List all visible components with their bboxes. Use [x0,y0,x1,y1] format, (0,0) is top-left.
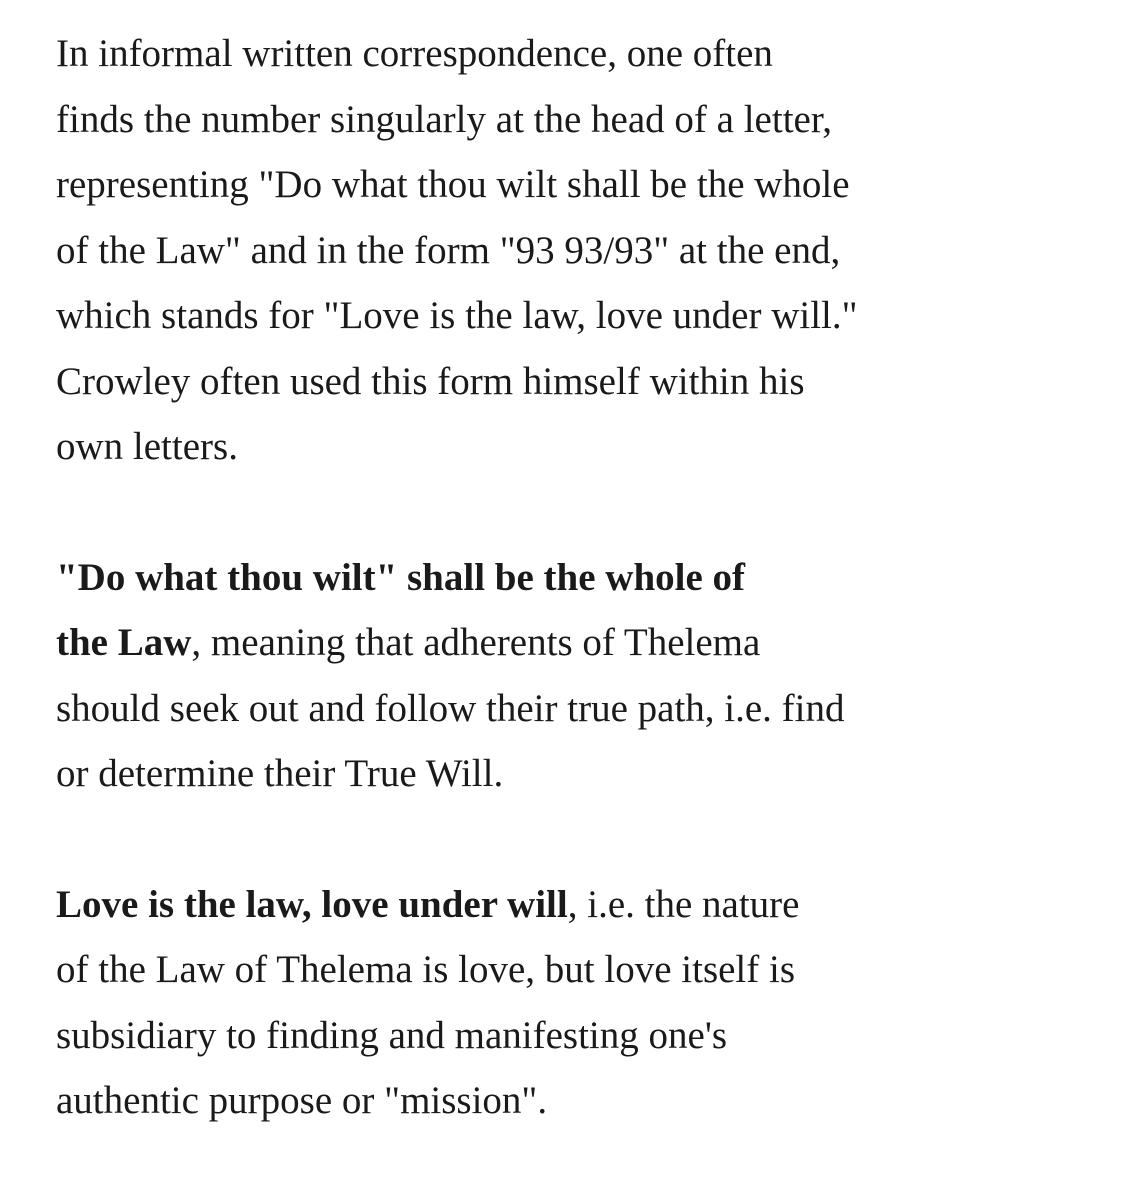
text-run: , meaning that adherents of Thelema [191,621,761,664]
text-line [56,937,1116,1003]
text-run: own letters. [56,425,238,468]
text-run: representing "Do what thou wilt shall be the whole [56,163,850,206]
text-line [56,676,1116,742]
bold-text-run: Love is the law, love under will [56,882,568,926]
text-line [56,872,1116,938]
paragraph-do-what-thou-wilt [56,545,1116,807]
text-line [56,21,1116,87]
text-run: authentic purpose or "mission". [56,1079,548,1122]
text-run: In informal written correspondence, one often [56,32,773,75]
text-run: or determine their True Will. [56,752,504,795]
bold-text-run: "Do what thou wilt" shall be the whole of [56,555,746,599]
text-line [56,87,1116,153]
text-run: , i.e. the nature [567,882,800,926]
text-line [56,741,1116,807]
text-run: Crowley often used this form himself within his [56,359,805,403]
text-line [56,349,1116,415]
text-line [56,152,1116,218]
text-line [56,283,1116,349]
text-line [56,414,1116,480]
text-line [56,1068,1116,1134]
text-run: subsidiary to finding and manifesting one's [56,1013,728,1057]
text-run: which stands for "Love is the law, love under will." [56,294,858,337]
text-line [56,610,1116,676]
paragraph-love-is-the-law [56,872,1116,1134]
text-run: finds the number singularly at the head of a letter, [56,97,833,141]
bold-text-run: the Law [56,621,192,664]
text-line [56,218,1116,284]
paragraph-correspondence [56,21,1116,480]
text-line [56,545,1116,611]
text-run: of the Law" and in the form "93 93/93" at the end, [56,228,841,272]
article-body [56,21,1116,1199]
text-run: of the Law of Thelema is love, but love itself is [56,948,796,991]
text-line [56,1003,1116,1069]
text-run: should seek out and follow their true path, i.e. find [56,686,845,730]
